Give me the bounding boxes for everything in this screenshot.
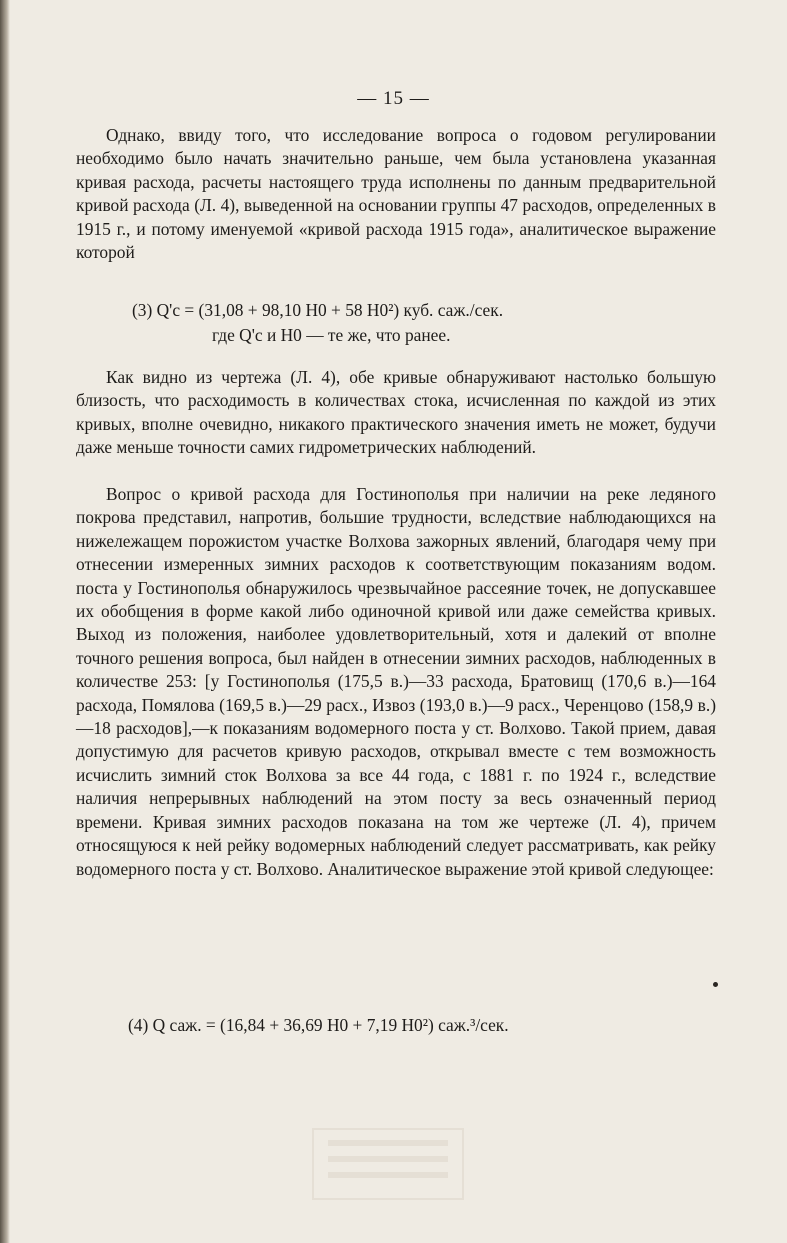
book-binding-edge — [0, 0, 10, 1243]
paragraph-3 — [76, 483, 716, 881]
ink-dot — [713, 982, 718, 987]
page-number: — 15 — — [357, 88, 430, 109]
formula-3: (3) Q'c = (31,08 + 98,10 H0 + 58 H0²) куб. саж./сек. — [132, 300, 504, 320]
paragraph-1-text: Однако, ввиду того, что исследование вопроса о годовом регулировании необходимо было начать значительно раньше, чем была установлена указанная кривая расхода, расчеты настоящего труда исполнены по данным предварительной кривой расхода (Л. 4), выведенной на основании группы 47 расходов, определенных в 1915 г., и потому именуемой «кривой расхода 1915 года», аналитическое выражение которой — [76, 125, 716, 263]
library-stamp — [312, 1128, 464, 1200]
formula-4: (4) Q саж. = (16,84 + 36,69 H0 + 7,19 H0²) саж.³/сек. — [128, 1015, 509, 1035]
paragraph-3-text: Вопрос о кривой расхода для Гостинополья при наличии на реке ледяного покрова представил, напротив, большие трудности, вследствие наблюдающихся на нижележащем порожистом участке Волхова зажорных явлений, благодаря чему при отнесении измеренных зимних расходов к соответствующим показаниям водом. поста у Гостинополья обнаружилось чрезвычайное рассеяние точек, не допускавшее их обобщения в форме какой либо одиночной кривой или даже семейства кривых. Выход из положения, наиболее удовлетворительный, хотя и далекий от вполне точного решения вопроса, был найден в отнесении зимних расходов, наблюденных в количестве 253: [у Гостинополья (175,5 в.)—33 расхода, Братовищ (170,6 в.)—164 расхода, Помялова (169,5 в.)—29 расх., Извоз (193,0 в.)—9 расх., Черенцово (158,9 в.)—18 расходов],—к показаниям водомерного поста у ст. Волхово. Такой прием, давая допустимую для расчетов кривую расходов, открывал вместе с тем возможность исчислить зимний сток Волхова за все 44 года, с 1881 г. по 1924 г., вследствие наличия непрерывных наблюдений на этом посту за весь означенный период времени. Кривая зимних расходов показана на том же чертеже (Л. 4), причем относящуюся к ней рейку водомерных наблюдений следует рассматривать, как рейку водомерного поста у ст. Волхово. Аналитическое выражение этой кривой следующее: — [76, 484, 716, 879]
paragraph-2-text: Как видно из чертежа (Л. 4), обе кривые обнаруживают настолько большую близость, что расходимость в количествах стока, исчисленная по каждой из этих кривых, вполне очевидно, никакого практического значения иметь не может, будучи даже меньше точности самих гидрометрических наблюдений. — [76, 367, 716, 458]
paragraph-1 — [76, 124, 716, 264]
formula-3-note: где Q'c и H0 — те же, что ранее. — [212, 325, 451, 345]
paragraph-2 — [76, 366, 716, 460]
